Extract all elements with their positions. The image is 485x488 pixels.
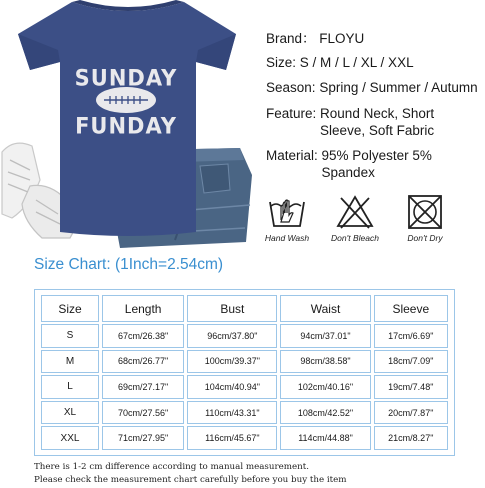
cell-length: 68cm/26.77"	[102, 350, 184, 374]
size-chart	[34, 289, 455, 456]
cell-length: 70cm/27.56"	[102, 401, 184, 425]
spec-feature-label: Feature:	[266, 106, 317, 121]
hand-wash-icon	[267, 194, 307, 230]
cell-size: L	[41, 375, 99, 399]
cell-bust: 116cm/45.67"	[187, 426, 277, 450]
table-row	[41, 350, 448, 374]
table-row	[41, 324, 448, 348]
shirt-print-line-2: FUNDAY	[75, 113, 177, 139]
cell-sleeve: 17cm/6.69"	[374, 324, 448, 348]
cell-size: XL	[41, 401, 99, 425]
spec-material-label: Material:	[266, 148, 318, 163]
shirt-print-line-1: SUNDAY	[74, 65, 178, 91]
spec-brand-label: Brand：	[266, 31, 316, 46]
header-waist: Waist	[280, 295, 370, 322]
care-dont-bleach-label: Don't Bleach	[331, 233, 379, 243]
care-hand-wash-label: Hand Wash	[264, 233, 310, 243]
table-row	[41, 401, 448, 425]
table-header-row	[41, 295, 448, 322]
spec-season	[266, 79, 478, 96]
cell-length: 71cm/27.95"	[102, 426, 184, 450]
cell-sleeve: 20cm/7.87"	[374, 401, 448, 425]
cell-waist: 94cm/37.01"	[280, 324, 370, 348]
dont-dry-icon	[405, 194, 445, 230]
cell-size: XXL	[41, 426, 99, 450]
cell-sleeve: 21cm/8.27"	[374, 426, 448, 450]
spec-material-value: 95% Polyester 5% Spandex	[321, 148, 432, 180]
spec-size-value: S / M / L / XL / XXL	[299, 55, 414, 70]
cell-length: 67cm/26.38"	[102, 324, 184, 348]
cell-bust: 96cm/37.80"	[187, 324, 277, 348]
size-chart-title: Size Chart: (1Inch=2.54cm)	[34, 256, 224, 273]
cell-waist: 102cm/40.16"	[280, 375, 370, 399]
spec-size-label: Size:	[266, 55, 297, 70]
header-sleeve: Sleeve	[374, 295, 448, 322]
cell-waist: 108cm/42.52"	[280, 401, 370, 425]
header-size: Size	[41, 295, 99, 322]
spec-feature	[266, 105, 470, 139]
spec-feature-value: Round Neck, Short Sleeve, Soft Fabric	[320, 106, 435, 138]
measurement-note-2: Please check the measurement chart carefully before you buy the item	[34, 475, 347, 485]
size-chart-table	[38, 293, 451, 452]
table-row	[41, 426, 448, 450]
header-length: Length	[102, 295, 184, 322]
cell-size: S	[41, 324, 99, 348]
header-bust: Bust	[187, 295, 277, 322]
cell-bust: 104cm/40.94"	[187, 375, 277, 399]
care-dont-dry-label: Don't Dry	[407, 233, 443, 243]
spec-material	[266, 147, 472, 181]
dont-bleach-icon	[335, 194, 375, 230]
spec-brand-value: FLOYU	[319, 31, 365, 46]
care-hand-wash	[257, 194, 317, 243]
table-row	[41, 375, 448, 399]
product-photo	[0, 0, 258, 248]
cell-size: M	[41, 350, 99, 374]
care-dont-bleach	[325, 194, 385, 243]
spec-season-label: Season:	[266, 80, 316, 95]
spec-size	[266, 54, 414, 71]
cell-waist: 98cm/38.58"	[280, 350, 370, 374]
cell-bust: 110cm/43.31"	[187, 401, 277, 425]
cell-waist: 114cm/44.88"	[280, 426, 370, 450]
measurement-note-1: There is 1-2 cm difference according to manual measurement.	[34, 462, 310, 472]
cell-length: 69cm/27.17"	[102, 375, 184, 399]
cell-sleeve: 19cm/7.48"	[374, 375, 448, 399]
spec-brand	[266, 30, 364, 47]
cell-bust: 100cm/39.37"	[187, 350, 277, 374]
cell-sleeve: 18cm/7.09"	[374, 350, 448, 374]
spec-season-value: Spring / Summer / Autumn	[319, 80, 478, 95]
care-dont-dry	[395, 194, 455, 243]
